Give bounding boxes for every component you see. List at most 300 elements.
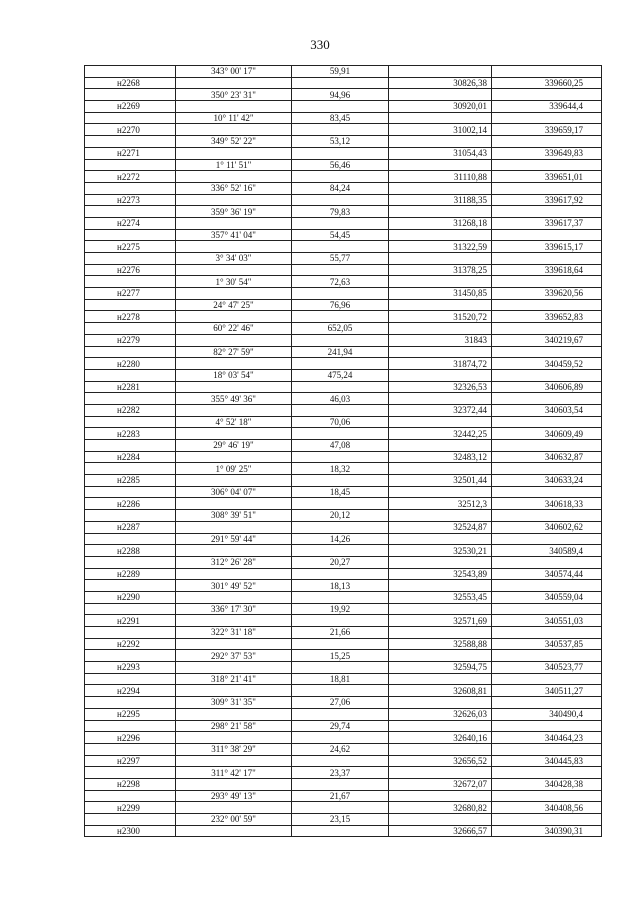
x-coordinate-cell: 32524,87: [389, 521, 492, 533]
y-coordinate-cell: 339618,64: [492, 264, 602, 276]
empty-cell: [176, 778, 292, 790]
empty-cell: [389, 136, 492, 148]
empty-cell: [389, 790, 492, 802]
point-row: [85, 662, 602, 674]
distance-cell: 20,12: [292, 510, 389, 522]
empty-cell: [389, 510, 492, 522]
empty-cell: [85, 416, 176, 428]
bearing-cell: 292° 37' 53": [176, 650, 292, 662]
empty-cell: [492, 136, 602, 148]
empty-cell: [492, 510, 602, 522]
empty-cell: [492, 814, 602, 826]
empty-cell: [85, 556, 176, 568]
bearing-cell: 82° 27' 59": [176, 346, 292, 358]
point-row: [85, 311, 602, 323]
point-row: [85, 615, 602, 627]
y-coordinate-cell: 339620,56: [492, 288, 602, 300]
point-name-cell: н2298: [85, 778, 176, 790]
empty-cell: [85, 323, 176, 335]
distance-cell: 83,45: [292, 112, 389, 124]
empty-cell: [85, 580, 176, 592]
empty-cell: [85, 814, 176, 826]
x-coordinate-cell: 32672,07: [389, 778, 492, 790]
y-coordinate-cell: 340632,87: [492, 451, 602, 463]
empty-cell: [389, 486, 492, 498]
x-coordinate-cell: 32666,57: [389, 825, 492, 837]
y-coordinate-cell: 340390,31: [492, 825, 602, 837]
point-row: [85, 568, 602, 580]
y-coordinate-cell: 340537,85: [492, 638, 602, 650]
empty-cell: [292, 778, 389, 790]
point-name-cell: н2277: [85, 288, 176, 300]
bearing-cell: 298° 21' 58": [176, 720, 292, 732]
distance-cell: 19,92: [292, 603, 389, 615]
empty-cell: [389, 650, 492, 662]
empty-cell: [292, 381, 389, 393]
distance-cell: 70,06: [292, 416, 389, 428]
empty-cell: [389, 673, 492, 685]
bearing-cell: 312° 26' 28": [176, 556, 292, 568]
empty-cell: [85, 66, 176, 78]
empty-cell: [292, 288, 389, 300]
bearing-cell: 311° 38' 29": [176, 743, 292, 755]
empty-cell: [389, 814, 492, 826]
segment-row: [85, 814, 602, 826]
empty-cell: [292, 334, 389, 346]
empty-cell: [292, 802, 389, 814]
segment-row: [85, 767, 602, 779]
bearing-cell: 336° 52' 16": [176, 182, 292, 194]
segment-row: [85, 416, 602, 428]
distance-cell: 94,96: [292, 89, 389, 101]
empty-cell: [176, 311, 292, 323]
empty-cell: [492, 440, 602, 452]
point-name-cell: н2278: [85, 311, 176, 323]
empty-cell: [292, 171, 389, 183]
point-name-cell: н2288: [85, 545, 176, 557]
empty-cell: [492, 299, 602, 311]
segment-row: [85, 346, 602, 358]
distance-cell: 18,13: [292, 580, 389, 592]
point-name-cell: н2268: [85, 77, 176, 89]
bearing-cell: 4° 52' 18": [176, 416, 292, 428]
empty-cell: [492, 486, 602, 498]
empty-cell: [176, 428, 292, 440]
empty-cell: [292, 662, 389, 674]
empty-cell: [389, 346, 492, 358]
x-coordinate-cell: 32680,82: [389, 802, 492, 814]
point-name-cell: н2280: [85, 358, 176, 370]
empty-cell: [492, 697, 602, 709]
segment-row: [85, 580, 602, 592]
empty-cell: [176, 545, 292, 557]
segment-row: [85, 463, 602, 475]
empty-cell: [292, 194, 389, 206]
distance-cell: 241,94: [292, 346, 389, 358]
point-row: [85, 521, 602, 533]
point-row: [85, 545, 602, 557]
empty-cell: [292, 451, 389, 463]
point-name-cell: н2295: [85, 708, 176, 720]
distance-cell: 84,24: [292, 182, 389, 194]
point-name-cell: н2292: [85, 638, 176, 650]
x-coordinate-cell: 32626,03: [389, 708, 492, 720]
empty-cell: [389, 369, 492, 381]
x-coordinate-cell: 32594,75: [389, 662, 492, 674]
empty-cell: [85, 510, 176, 522]
y-coordinate-cell: 340603,54: [492, 404, 602, 416]
bearing-cell: 1° 11' 51": [176, 159, 292, 171]
point-name-cell: н2283: [85, 428, 176, 440]
bearing-cell: 350° 23' 31": [176, 89, 292, 101]
point-name-cell: н2287: [85, 521, 176, 533]
distance-cell: 56,46: [292, 159, 389, 171]
empty-cell: [292, 264, 389, 276]
empty-cell: [492, 206, 602, 218]
empty-cell: [492, 790, 602, 802]
empty-cell: [85, 603, 176, 615]
empty-cell: [176, 101, 292, 113]
empty-cell: [389, 533, 492, 545]
empty-cell: [292, 77, 389, 89]
empty-cell: [176, 662, 292, 674]
point-name-cell: н2289: [85, 568, 176, 580]
empty-cell: [85, 767, 176, 779]
empty-cell: [176, 171, 292, 183]
empty-cell: [389, 743, 492, 755]
x-coordinate-cell: 32640,16: [389, 732, 492, 744]
page-number: 330: [310, 37, 330, 52]
distance-cell: 54,45: [292, 229, 389, 241]
segment-row: [85, 650, 602, 662]
distance-cell: 72,63: [292, 276, 389, 288]
empty-cell: [85, 627, 176, 639]
distance-cell: 79,83: [292, 206, 389, 218]
bearing-cell: 18° 03' 54": [176, 369, 292, 381]
empty-cell: [85, 440, 176, 452]
distance-cell: 14,26: [292, 533, 389, 545]
empty-cell: [492, 580, 602, 592]
empty-cell: [292, 217, 389, 229]
point-row: [85, 591, 602, 603]
empty-cell: [85, 697, 176, 709]
empty-cell: [85, 182, 176, 194]
distance-cell: 46,03: [292, 393, 389, 405]
y-coordinate-cell: 339651,01: [492, 171, 602, 183]
distance-cell: 27,06: [292, 697, 389, 709]
point-row: [85, 732, 602, 744]
point-name-cell: н2294: [85, 685, 176, 697]
y-coordinate-cell: 339649,83: [492, 147, 602, 159]
x-coordinate-cell: 31378,25: [389, 264, 492, 276]
x-coordinate-cell: 32326,53: [389, 381, 492, 393]
segment-row: [85, 323, 602, 335]
empty-cell: [292, 404, 389, 416]
empty-cell: [176, 194, 292, 206]
bearing-cell: 309° 31' 35": [176, 697, 292, 709]
empty-cell: [85, 112, 176, 124]
empty-cell: [176, 451, 292, 463]
empty-cell: [176, 685, 292, 697]
distance-cell: 15,25: [292, 650, 389, 662]
empty-cell: [292, 568, 389, 580]
y-coordinate-cell: 340459,52: [492, 358, 602, 370]
point-name-cell: н2274: [85, 217, 176, 229]
point-row: [85, 77, 602, 89]
bearing-cell: 293° 49' 13": [176, 790, 292, 802]
x-coordinate-cell: 32588,88: [389, 638, 492, 650]
point-row: [85, 124, 602, 136]
empty-cell: [176, 802, 292, 814]
empty-cell: [389, 393, 492, 405]
segment-row: [85, 229, 602, 241]
empty-cell: [292, 521, 389, 533]
bearing-cell: 29° 46' 19": [176, 440, 292, 452]
y-coordinate-cell: 340618,33: [492, 498, 602, 510]
empty-cell: [492, 323, 602, 335]
bearing-cell: 311° 42' 17": [176, 767, 292, 779]
bearing-cell: 291° 59' 44": [176, 533, 292, 545]
empty-cell: [85, 346, 176, 358]
distance-cell: 59,91: [292, 66, 389, 78]
empty-cell: [85, 369, 176, 381]
y-coordinate-cell: 340559,04: [492, 591, 602, 603]
bearing-cell: 1° 09' 25": [176, 463, 292, 475]
empty-cell: [292, 708, 389, 720]
empty-cell: [176, 147, 292, 159]
point-name-cell: н2284: [85, 451, 176, 463]
empty-cell: [492, 393, 602, 405]
empty-cell: [85, 720, 176, 732]
segment-row: [85, 89, 602, 101]
empty-cell: [85, 299, 176, 311]
empty-cell: [389, 89, 492, 101]
empty-cell: [85, 89, 176, 101]
y-coordinate-cell: 340523,77: [492, 662, 602, 674]
empty-cell: [176, 358, 292, 370]
bearing-cell: 232° 00' 59": [176, 814, 292, 826]
empty-cell: [85, 533, 176, 545]
empty-cell: [176, 591, 292, 603]
segment-row: [85, 720, 602, 732]
empty-cell: [389, 603, 492, 615]
empty-cell: [176, 241, 292, 253]
point-name-cell: н2272: [85, 171, 176, 183]
point-name-cell: н2290: [85, 591, 176, 603]
point-row: [85, 802, 602, 814]
distance-cell: 18,45: [292, 486, 389, 498]
empty-cell: [389, 66, 492, 78]
empty-cell: [292, 732, 389, 744]
point-name-cell: н2291: [85, 615, 176, 627]
x-coordinate-cell: 32512,3: [389, 498, 492, 510]
point-row: [85, 358, 602, 370]
point-row: [85, 755, 602, 767]
empty-cell: [389, 159, 492, 171]
point-row: [85, 288, 602, 300]
empty-cell: [85, 486, 176, 498]
empty-cell: [389, 112, 492, 124]
empty-cell: [85, 790, 176, 802]
y-coordinate-cell: 339617,92: [492, 194, 602, 206]
empty-cell: [292, 638, 389, 650]
x-coordinate-cell: 30920,01: [389, 101, 492, 113]
empty-cell: [389, 720, 492, 732]
empty-cell: [176, 708, 292, 720]
y-coordinate-cell: 340609,49: [492, 428, 602, 440]
empty-cell: [292, 685, 389, 697]
point-name-cell: н2297: [85, 755, 176, 767]
empty-cell: [389, 440, 492, 452]
bearing-cell: 343° 00' 17": [176, 66, 292, 78]
point-row: [85, 498, 602, 510]
distance-cell: 18,32: [292, 463, 389, 475]
empty-cell: [292, 241, 389, 253]
y-coordinate-cell: 339652,83: [492, 311, 602, 323]
distance-cell: 21,67: [292, 790, 389, 802]
segment-row: [85, 112, 602, 124]
bearing-cell: 336° 17' 30": [176, 603, 292, 615]
point-name-cell: н2271: [85, 147, 176, 159]
distance-cell: 652,05: [292, 323, 389, 335]
point-name-cell: н2286: [85, 498, 176, 510]
empty-cell: [292, 475, 389, 487]
distance-cell: 55,77: [292, 253, 389, 265]
point-row: [85, 708, 602, 720]
bearing-cell: 308° 39' 51": [176, 510, 292, 522]
y-coordinate-cell: 339615,17: [492, 241, 602, 253]
y-coordinate-cell: 340602,62: [492, 521, 602, 533]
point-row: [85, 778, 602, 790]
empty-cell: [292, 358, 389, 370]
y-coordinate-cell: 339659,17: [492, 124, 602, 136]
bearing-cell: 1° 30' 54": [176, 276, 292, 288]
point-row: [85, 241, 602, 253]
empty-cell: [176, 288, 292, 300]
segment-row: [85, 556, 602, 568]
coordinates-table: [84, 65, 602, 837]
empty-cell: [492, 673, 602, 685]
empty-cell: [492, 463, 602, 475]
segment-row: [85, 206, 602, 218]
empty-cell: [176, 825, 292, 837]
x-coordinate-cell: 31002,14: [389, 124, 492, 136]
bearing-cell: 357° 41' 04": [176, 229, 292, 241]
point-name-cell: н2276: [85, 264, 176, 276]
y-coordinate-cell: 339617,37: [492, 217, 602, 229]
point-row: [85, 825, 602, 837]
empty-cell: [176, 217, 292, 229]
point-name-cell: н2269: [85, 101, 176, 113]
x-coordinate-cell: 32553,45: [389, 591, 492, 603]
empty-cell: [492, 416, 602, 428]
x-coordinate-cell: 32608,81: [389, 685, 492, 697]
point-name-cell: н2293: [85, 662, 176, 674]
x-coordinate-cell: 32442,25: [389, 428, 492, 440]
coordinates-table-body: [85, 66, 602, 837]
segment-row: [85, 66, 602, 78]
bearing-cell: 10° 11' 42": [176, 112, 292, 124]
point-name-cell: н2281: [85, 381, 176, 393]
bearing-cell: 301° 49' 52": [176, 580, 292, 592]
distance-cell: 23,37: [292, 767, 389, 779]
distance-cell: 23,15: [292, 814, 389, 826]
empty-cell: [389, 182, 492, 194]
empty-cell: [492, 533, 602, 545]
empty-cell: [492, 346, 602, 358]
segment-row: [85, 299, 602, 311]
empty-cell: [176, 334, 292, 346]
x-coordinate-cell: 31450,85: [389, 288, 492, 300]
y-coordinate-cell: 340511,27: [492, 685, 602, 697]
empty-cell: [389, 697, 492, 709]
empty-cell: [85, 463, 176, 475]
empty-cell: [292, 124, 389, 136]
bearing-cell: 3° 34' 03": [176, 253, 292, 265]
point-row: [85, 334, 602, 346]
x-coordinate-cell: 32372,44: [389, 404, 492, 416]
empty-cell: [292, 147, 389, 159]
x-coordinate-cell: 30826,38: [389, 77, 492, 89]
empty-cell: [389, 206, 492, 218]
distance-cell: 47,08: [292, 440, 389, 452]
distance-cell: 18,81: [292, 673, 389, 685]
empty-cell: [176, 755, 292, 767]
segment-row: [85, 253, 602, 265]
segment-row: [85, 369, 602, 381]
empty-cell: [85, 206, 176, 218]
segment-row: [85, 393, 602, 405]
empty-cell: [85, 673, 176, 685]
distance-cell: 24,62: [292, 743, 389, 755]
empty-cell: [389, 276, 492, 288]
empty-cell: [176, 615, 292, 627]
segment-row: [85, 136, 602, 148]
segment-row: [85, 510, 602, 522]
empty-cell: [492, 253, 602, 265]
point-row: [85, 194, 602, 206]
x-coordinate-cell: 31322,59: [389, 241, 492, 253]
x-coordinate-cell: 31843: [389, 334, 492, 346]
y-coordinate-cell: 340445,83: [492, 755, 602, 767]
point-row: [85, 101, 602, 113]
bearing-cell: 24° 47' 25": [176, 299, 292, 311]
distance-cell: 475,24: [292, 369, 389, 381]
segment-row: [85, 743, 602, 755]
distance-cell: 29,74: [292, 720, 389, 732]
empty-cell: [492, 159, 602, 171]
empty-cell: [176, 498, 292, 510]
y-coordinate-cell: 340408,56: [492, 802, 602, 814]
point-row: [85, 171, 602, 183]
y-coordinate-cell: 340589,4: [492, 545, 602, 557]
empty-cell: [85, 136, 176, 148]
point-name-cell: н2296: [85, 732, 176, 744]
empty-cell: [492, 743, 602, 755]
bearing-cell: 306° 04' 07": [176, 486, 292, 498]
empty-cell: [85, 743, 176, 755]
empty-cell: [389, 767, 492, 779]
x-coordinate-cell: 32656,52: [389, 755, 492, 767]
point-row: [85, 428, 602, 440]
point-name-cell: н2270: [85, 124, 176, 136]
point-name-cell: н2285: [85, 475, 176, 487]
empty-cell: [492, 89, 602, 101]
empty-cell: [492, 720, 602, 732]
empty-cell: [292, 591, 389, 603]
empty-cell: [176, 732, 292, 744]
point-name-cell: н2282: [85, 404, 176, 416]
